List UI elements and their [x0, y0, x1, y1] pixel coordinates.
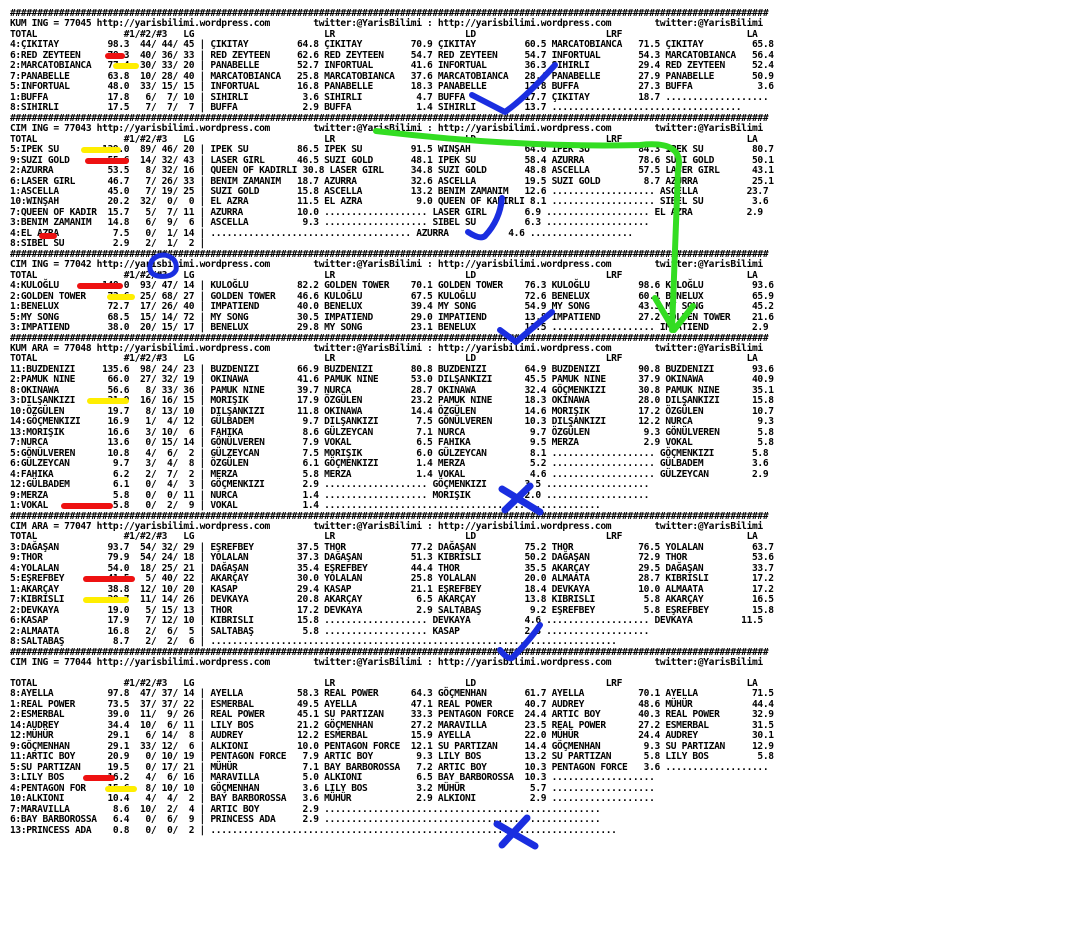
blue-circle-mark	[150, 255, 176, 276]
result-row: 2:DEVKAYA 19.0 5/ 15/ 13 | THOR 17.2 DEVKAYA 2.9 SALTABAŞ 9.2 EŞREFBEY 5.8 EŞREFBEY 15.8	[10, 604, 774, 616]
result-row: 2:AZURRA 53.5 8/ 32/ 16 | QUEEN OF KADIRLI 30.8 LASER GIRL 34.8 SUZI GOLD 48.8 ASCELLA 57.5 LASER GIRL 43.1	[10, 165, 774, 177]
result-row: 8:SALTABAŞ 8.7 2/ 2/ 6 | ...........................................................................	[10, 636, 617, 648]
result-row: 12:GÜLBADEM 6.1 0/ 4/ 3 | GÖÇMENKIZI 2.9 ................... GÖÇMENKIZI 3.5 ...................	[10, 479, 650, 491]
result-row: 9:SUZI GOLD 55.6 14/ 32/ 43 | LASER GIRL 46.5 SUZI GOLD 48.1 IPEK SU 58.4 AZURRA 78.6 SUZI GOLD 50.1	[10, 154, 774, 166]
result-row: 9:THOR 79.9 54/ 24/ 18 | YOLALAN 37.3 DAĞAŞAN 51.3 KIBRISLI 50.2 DAĞAŞAN 72.9 THOR 53.6	[10, 552, 774, 564]
result-row: 5:IPEK SU 139.0 89/ 46/ 20 | IPEK SU 86.5 IPEK SU 91.5 WINŞAH 64.0 IPEK SU 84.3 IPEK SU 80.7	[10, 144, 774, 156]
result-row: 12:MÜHÜR 29.1 6/ 14/ 8 | AUDREY 12.2 ESMERBAL 15.9 AYELLA 22.0 MÜHÜR 24.4 AUDREY 30.1	[10, 730, 774, 742]
result-row: 7:QUEEN OF KADIR 15.7 5/ 7/ 11 | AZURRA 10.0 ................... LASER GIRL 6.9 ................... EL AZRA 2.9	[10, 206, 763, 218]
result-row: 6:BAY BARBOROSSA 6.4 0/ 6/ 9 | PRINCESS ADA 2.9 ...................................................	[10, 814, 601, 826]
result-row: 11:ARTIC BOY 20.9 0/ 10/ 19 | PENTAGON FORCE 7.9 ARTIC BOY 9.3 LILY BOS 13.2 SU PARTIZAN 5.8 LILY BOS 5.8	[10, 751, 774, 763]
site-links: http://yarisbilimi.wordpress.com twitter:@YarisBilimi : http://yarisbilimi.wordpress.com twitter:@YarisBilimi	[91, 343, 763, 354]
blue-cross-mark-2	[497, 818, 535, 846]
blue-check-mark-2	[468, 198, 502, 237]
result-row: 2:MARCATOBIANCA 77.4 30/ 33/ 20 | PANABELLE 52.7 INFORTUAL 41.6 INFORTUAL 36.3 SIHIRLI 29.4 RED ZEYTEEN 52.4	[10, 60, 774, 72]
result-row: 4:FAHIKA 6.2 2/ 7/ 2 | MERZA 5.8 MERZA 1.4 VOKAL 4.6 ................... GÜLZEYCAN 2.9	[10, 468, 769, 480]
column-header: TOTAL #1/#2/#3 LG LR LD LRF LA	[10, 353, 758, 365]
result-row: 6:GÜLZEYCAN 9.7 3/ 4/ 8 | ÖZGÜLEN 6.1 GÖÇMENKIZI 1.4 MERZA 5.2 ................... GÜLBADEM 3.6	[10, 458, 769, 470]
result-row: 1:REAL POWER 73.5 37/ 37/ 22 | ESMERBAL 49.5 AYELLA 47.1 REAL POWER 40.7 AUDREY 48.6 MÜHÜR 44.4	[10, 698, 774, 710]
result-row: 4:ÇIKITAY 98.3 44/ 44/ 45 | ÇIKITAY 64.8 ÇIKITAY 70.9 ÇIKITAY 60.5 MARCATOBIANCA 71.5 ÇIKITAY 65.8	[10, 39, 774, 51]
section-title: CIM ARA = 77047	[10, 520, 92, 532]
result-row: 8:SIHIRLI 17.5 7/ 7/ 7 | BUFFA 2.9 BUFFA 1.4 SIHIRLI 13.7 ...................................	[10, 102, 742, 114]
result-row: 3:DILŞANKIZI 31.9 16/ 16/ 15 | MORIŞIK 17.9 ÖZGÜLEN 23.2 PAMUK NINE 18.3 OKINAWA 28.0 DILŞANKIZI 15.8	[10, 395, 774, 407]
result-row: 5:MY SONG 68.5 15/ 14/ 72 | MY SONG 30.5 IMPATIEND 29.0 IMPATIEND 13.8 IMPATIEND 27.2 GOLDEN TOWER 21.6	[10, 311, 774, 323]
result-row: 11:BUZDENIZI 135.6 98/ 24/ 23 | BUZDENIZI 66.9 BUZDENIZI 80.8 BUZDENIZI 64.9 BUZDENIZI 90.8 BUZDENIZI 93.6	[10, 363, 774, 375]
result-row: 3:LILY BOS 16.2 4/ 6/ 16 | MARAVILLA 5.0 ALKIONI 6.5 BAY BARBOROSSA 10.3 ...................	[10, 772, 655, 784]
result-row: 14:GÖÇMENKIZI 16.9 1/ 4/ 12 | GÜLBADEM 9.7 DILŞANKIZI 7.5 GÖNÜLVEREN 10.3 DILŞANKIZI 12.2 NURCA 9.3	[10, 416, 774, 428]
result-row: 7:PANABELLE 63.8 10/ 28/ 40 | MARCATOBIANCA 25.8 MARCATOBIANCA 37.6 MARCATOBIANCA 28.4 PANABELLE 27.9 PANABELLE 50.9	[10, 70, 774, 82]
result-row: 2:ESMERBAL 39.0 11/ 9/ 26 | REAL POWER 45.1 SU PARTIZAN 33.3 PENTAGON FORCE 24.4 ARTIC BOY 40.3 REAL POWER 32.9	[10, 709, 774, 721]
result-row: 5:GÖNÜLVEREN 10.8 4/ 6/ 2 | GÜLZEYCAN 7.5 MORIŞIK 6.0 GÜLZEYCAN 8.1 ................... GÖÇMENKIZI 5.8	[10, 447, 769, 459]
section-title: CIM ING = 77042	[10, 259, 92, 271]
result-row: 7:KIBRISLI 30.7 11/ 14/ 26 | DEVKAYA 20.8 AKARÇAY 6.5 AKARÇAY 13.8 KIBRISLI 5.8 AKARÇAY 16.5	[10, 594, 774, 606]
separator-line: ############################################################################################################################################	[10, 8, 769, 19]
result-row: 8:SIBEL SU 2.9 2/ 1/ 2 |	[10, 238, 205, 250]
separator-line: ############################################################################################################################################	[10, 112, 769, 124]
separator-line: ############################################################################################################################################	[10, 646, 769, 658]
result-row: 14:AUDREY 34.4 10/ 6/ 11 | LILY BOS 21.2 GÖÇMENHAN 27.2 MARAVILLA 23.5 REAL POWER 27.2 ESMERBAL 31.5	[10, 719, 774, 731]
section-title: KUM ARA = 77048	[10, 343, 92, 354]
result-row: 8:OKINAWA 56.6 8/ 33/ 36 | PAMUK NINE 39.7 NURCA 28.7 OKINAWA 32.4 GÖÇMENKIZI 30.8 PAMUK NINE 35.1	[10, 384, 774, 396]
result-row: 7:NURCA 13.6 0/ 15/ 14 | GÖNÜLVEREN 7.9 VOKAL 6.5 FAHIKA 9.5 MERZA 2.9 VOKAL 5.8	[10, 437, 774, 449]
separator-line: ############################################################################################################################################	[10, 248, 769, 260]
column-header: TOTAL #1/#2/#3 LG LR LD LRF LA	[10, 678, 758, 689]
separator-line: ############################################################################################################################################	[10, 332, 769, 344]
result-row: 6:LASER GIRL 46.7 7/ 26/ 33 | BENIM ZAMANIM 18.7 AZURRA 32.6 ASCELLA 19.5 SUZI GOLD 8.7 AZURRA 25.1	[10, 175, 774, 187]
site-links: http://yarisbilimi.wordpress.com twitter:@YarisBilimi : http://yarisbilimi.wordpress.com twitter:@YarisBilimi	[91, 259, 763, 271]
result-row: 9:GÖÇMENHAN 29.1 33/ 12/ 6 | ALKIONI 10.0 PENTAGON FORCE 12.1 SU PARTIZAN 14.4 GÖÇMENHAN 9.3 SU PARTIZAN 12.9	[10, 740, 774, 752]
result-row: 5:SU PARTIZAN 19.5 0/ 17/ 21 | MÜHÜR 7.1 BAY BARBOROSSA 7.2 ARTIC BOY 10.3 PENTAGON FORCE 3.6 ...................	[10, 761, 769, 773]
result-row: 3:DAĞAŞAN 93.7 54/ 32/ 29 | EŞREFBEY 37.5 THOR 77.2 DAĞAŞAN 75.2 THOR 76.5 YOLALAN 63.7	[10, 541, 774, 553]
result-row: 10:ÖZGÜLEN 19.7 8/ 13/ 10 | DILŞANKIZI 11.8 OKINAWA 14.4 ÖZGÜLEN 14.6 MORIŞIK 17.2 ÖZGÜLEN 10.7	[10, 405, 774, 417]
result-row: 1:AKARÇAY 38.8 12/ 10/ 20 | KASAP 29.4 KASAP 21.1 EŞREFBEY 18.4 DEVKAYA 10.0 ALMAATA 17.2	[10, 583, 774, 595]
result-row: 4:YOLALAN 54.0 18/ 25/ 21 | DAĞAŞAN 35.4 EŞREFBEY 44.4 THOR 35.5 AKARÇAY 29.5 DAĞAŞAN 33.7	[10, 562, 774, 574]
result-row: 2:PAMUK NINE 66.0 27/ 32/ 19 | OKINAWA 41.6 PAMUK NINE 53.0 DILŞANKIZI 45.5 PAMUK NINE 37.9 OKINAWA 40.9	[10, 374, 774, 386]
result-row: 1:VOKAL 5.8 0/ 2/ 9 | VOKAL 1.4 ...................................................	[10, 500, 601, 512]
green-arrow	[376, 131, 693, 330]
result-row: 4:EL AZRA 7.5 0/ 1/ 14 | ..................................... AZURRA 4.6 ...................	[10, 227, 633, 239]
result-row: 3:BENIM ZAMANIM 14.8 6/ 9/ 6 | ASCELLA 9.3 ................... SIBEL SU 6.3 ...................	[10, 217, 650, 229]
result-row: 1:BENELUX 72.7 17/ 26/ 40 | IMPATIEND 40.0 BENELUX 39.4 MY SONG 54.9 MY SONG 43.3 MY SONG 45.2	[10, 301, 774, 313]
result-row: 6:RED ZEYTEEN 78.3 40/ 36/ 33 | RED ZEYTEEN 62.6 RED ZEYTEEN 54.7 RED ZEYTEEN 54.7 INFORTUAL 54.3 MARCATOBIANCA 56.4	[10, 49, 774, 61]
result-row: 9:MERZA 5.8 0/ 0/ 11 | NURCA 1.4 ................... MORIŞIK 2.0 ...................	[10, 489, 650, 501]
blue-cross-mark-1	[502, 486, 540, 512]
section-title: CIM ING = 77044	[10, 657, 92, 669]
result-row: 13:PRINCESS ADA 0.8 0/ 0/ 2 | ...........................................................................	[10, 824, 617, 836]
blue-check-mark-1	[472, 65, 555, 112]
site-links: http://yarisbilimi.wordpress.com twitter:@YarisBilimi : http://yarisbilimi.wordpress.com twitter:@YarisBilimi	[91, 657, 763, 669]
result-row: 3:IMPATIEND 38.0 20/ 15/ 17 | BENELUX 29.8 MY SONG 23.1 BENELUX 11.5 ................... IMPATIEND 2.9	[10, 322, 769, 334]
result-row: 5:EŞREFBEY 41.5 5/ 40/ 22 | AKARÇAY 30.0 YOLALAN 25.8 YOLALAN 20.0 ALMAATA 28.7 KIBRISLI 17.2	[10, 573, 774, 585]
result-row: 7:MARAVILLA 8.6 10/ 2/ 4 | ARTIC BOY 2.9 ...................................................	[10, 803, 601, 815]
section-title: CIM ING = 77043	[10, 123, 92, 135]
result-row: 1:BUFFA 17.8 6/ 7/ 10 | SIHIRLI 3.6 SIHIRLI 4.7 BUFFA 17.7 ÇIKITAY 18.7 ...................	[10, 91, 769, 103]
column-header: TOTAL #1/#2/#3 LG LR LD LRF LA	[10, 269, 758, 281]
result-row: 2:ALMAATA 16.8 2/ 6/ 5 | SALTABAŞ 5.8 ................... KASAP 2.3 ...................	[10, 625, 650, 637]
result-row: 10:ALKIONI 10.4 4/ 4/ 2 | BAY BARBOROSSA 3.6 MÜHÜR 2.9 ALKIONI 2.9 ...................	[10, 793, 655, 805]
separator-line: ############################################################################################################################################	[10, 510, 769, 522]
site-links: http://yarisbilimi.wordpress.com twitter:@YarisBilimi : http://yarisbilimi.wordpress.com twitter:@YarisBilimi	[91, 123, 763, 135]
blue-check-mark-4	[500, 625, 540, 658]
result-row: 1:ASCELLA 45.0 7/ 19/ 25 | SUZI GOLD 15.8 ASCELLA 13.2 BENIM ZAMANIM 12.6 ................... ASCELLA 23.7	[10, 185, 769, 197]
column-header: TOTAL #1/#2/#3 LG LR LD LRF LA	[10, 28, 758, 40]
result-row: 2:GOLDEN TOWER 73.6 25/ 68/ 27 | GOLDEN TOWER 46.6 KULOĞLU 67.5 KULOĞLU 72.6 BENELUX 60.1 BENELUX 65.9	[10, 290, 774, 302]
section-title: KUM ING = 77045	[10, 18, 92, 30]
result-row: 4:PENTAGON FOR 15.6 8/ 10/ 10 | GÖÇMENHAN 3.6 LILY BOS 3.2 MÜHÜR 5.7 ...................	[10, 782, 655, 794]
result-row: 4:KULOĞLU 148.0 93/ 47/ 14 | KULOĞLU 82.2 GOLDEN TOWER 70.1 GOLDEN TOWER 76.3 KULOĞLU 98.6 KULOĞLU 93.6	[10, 280, 774, 292]
result-row: 8:AYELLA 97.8 47/ 37/ 14 | AYELLA 58.3 REAL POWER 64.3 GÖÇMENHAN 61.7 AYELLA 70.1 AYELLA 71.5	[10, 688, 774, 700]
result-row: 5:INFORTUAL 48.0 33/ 15/ 15 | INFORTUAL 16.8 PANABELLE 18.3 PANABELLE 17.8 BUFFA 27.3 BUFFA 3.6	[10, 81, 774, 93]
site-links: http://yarisbilimi.wordpress.com twitter:@YarisBilimi : http://yarisbilimi.wordpress.com twitter:@YarisBilimi	[91, 18, 763, 30]
blue-check-mark-3	[500, 312, 552, 342]
result-row: 13:MORIŞIK 16.6 3/ 10/ 6 | FAHIKA 8.6 GÜLZEYCAN 7.1 NURCA 9.7 ÖZGÜLEN 9.3 GÖNÜLVEREN 5.8	[10, 426, 774, 438]
result-row: 6:KASAP 17.9 7/ 12/ 10 | KIBRISLI 15.8 ................... DEVKAYA 4.6 ................... DEVKAYA 11.5	[10, 615, 763, 627]
site-links: http://yarisbilimi.wordpress.com twitter:@YarisBilimi : http://yarisbilimi.wordpress.com twitter:@YarisBilimi	[91, 520, 763, 532]
column-header: TOTAL #1/#2/#3 LG LR LD LRF LA	[10, 531, 758, 543]
result-row: 10:WINŞAH 20.2 32/ 0/ 0 | EL AZRA 11.5 EL AZRA 9.0 QUEEN OF KADIRLI 8.1 ................... SIBEL SU 3.6	[10, 196, 769, 208]
column-header: TOTAL #1/#2/#3 LG LR LD LRF LA	[10, 133, 758, 145]
